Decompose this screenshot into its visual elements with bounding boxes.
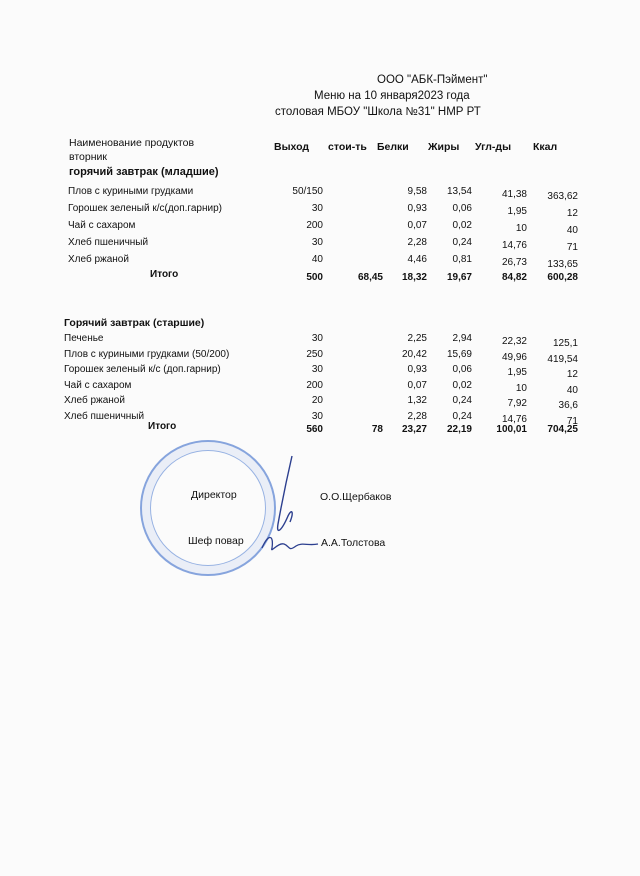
cell-name: Чай с сахаром — [68, 220, 136, 231]
cell-protein: 0,07 — [407, 220, 427, 231]
cell-fat: 13,54 — [446, 186, 472, 197]
director-title: Директор — [191, 489, 237, 501]
cell-name: Хлеб ржаной — [64, 395, 125, 406]
section-title-junior: горячий завтрак (младшие) — [69, 166, 219, 178]
cell-kcal: 125,1 — [552, 338, 578, 349]
cell-protein: 20,42 — [401, 348, 427, 360]
chef-title: Шеф повар — [188, 535, 244, 547]
cell-name: Хлеб ржаной — [68, 254, 129, 265]
cell-fat: 0,24 — [452, 395, 472, 406]
cell-kcal: 71 — [566, 415, 578, 427]
cell-name: Горошек зеленый к/с(доп.гарнир) — [68, 203, 222, 214]
cell-kcal: 419,54 — [547, 353, 578, 365]
cell-carbs: 22,32 — [501, 336, 527, 347]
cell-carbs: 7,92 — [507, 398, 527, 409]
cell-output: 30 — [311, 237, 323, 248]
chef-signature — [258, 528, 328, 558]
cell-kcal: 12 — [566, 208, 578, 219]
cell-name: Плов с куриными грудками (50/200) — [64, 348, 230, 360]
column-header-protein: Белки — [377, 141, 409, 153]
total-protein: 18,32 — [401, 272, 427, 283]
total-kcal: 704,25 — [547, 424, 578, 435]
cell-carbs: 14,76 — [501, 413, 527, 425]
cell-fat: 0,24 — [452, 410, 472, 422]
cell-kcal: 12 — [566, 369, 578, 380]
cell-output: 30 — [311, 203, 323, 214]
section-title-senior: Горячий завтрак (старшие) — [64, 317, 205, 329]
total-output: 500 — [306, 272, 323, 283]
total-cost: 68,45 — [357, 272, 383, 283]
cell-kcal: 133,65 — [547, 259, 578, 270]
cell-output: 30 — [311, 364, 323, 375]
column-header-fat: Жиры — [428, 141, 460, 153]
chef-name: А.А.Толстова — [321, 537, 386, 549]
cell-output: 40 — [311, 254, 323, 265]
total-carbs: 100,01 — [496, 424, 527, 435]
cell-carbs: 10 — [515, 382, 527, 394]
cell-output: 200 — [306, 220, 323, 231]
column-header-name: Наименование продуктов — [69, 137, 195, 149]
total-output: 560 — [306, 424, 323, 435]
total-kcal: 600,28 — [547, 272, 578, 283]
cell-kcal: 71 — [566, 242, 578, 253]
cell-protein: 0,93 — [407, 203, 427, 214]
total-label: Итого — [148, 421, 177, 432]
cell-name: Хлеб пшеничный — [68, 237, 149, 248]
total-label: Итого — [150, 269, 179, 280]
cell-kcal: 40 — [566, 225, 578, 236]
cell-kcal: 363,62 — [547, 191, 578, 202]
cell-protein: 2,25 — [407, 333, 427, 344]
cell-protein: 1,32 — [407, 395, 427, 406]
total-fat: 19,67 — [446, 272, 472, 283]
column-header-kcal: Ккал — [533, 141, 558, 153]
cell-fat: 2,94 — [452, 333, 472, 344]
cell-output: 30 — [311, 410, 323, 422]
cell-carbs: 26,73 — [501, 257, 527, 268]
cell-protein: 2,28 — [407, 410, 427, 422]
column-header-output: Выход — [274, 141, 310, 153]
cell-protein: 9,58 — [407, 186, 427, 197]
cell-fat: 0,06 — [452, 364, 472, 375]
cell-name: Печенье — [64, 333, 104, 344]
cell-carbs: 1,95 — [507, 367, 527, 378]
cell-name: Плов с куриными грудками — [68, 186, 194, 197]
cell-fat: 0,81 — [452, 254, 472, 265]
total-fat: 22,19 — [446, 424, 472, 435]
company-name: ООО "АБК-Пэймент" — [377, 74, 488, 86]
cell-fat: 0,24 — [452, 237, 472, 248]
cell-carbs: 10 — [515, 223, 527, 234]
cell-carbs: 1,95 — [507, 206, 527, 217]
column-header-cost: стои-ть — [328, 141, 367, 153]
cell-output: 200 — [306, 379, 323, 391]
cell-kcal: 40 — [566, 384, 578, 396]
cell-protein: 0,07 — [407, 379, 427, 391]
cell-fat: 0,02 — [452, 220, 472, 231]
cell-carbs: 14,76 — [501, 240, 527, 251]
total-carbs: 84,82 — [501, 272, 527, 283]
cell-name: Чай с сахаром — [64, 379, 132, 391]
cell-name: Хлеб пшеничный — [64, 410, 145, 422]
canteen-name: столовая МБОУ "Школа №31" НМР РТ — [275, 106, 481, 118]
cell-fat: 0,02 — [452, 379, 472, 391]
school-stamp — [140, 440, 276, 576]
cell-output: 20 — [311, 395, 323, 406]
cell-kcal: 36,6 — [558, 400, 578, 411]
total-protein: 23,27 — [401, 424, 427, 435]
cell-output: 250 — [306, 348, 323, 360]
director-name: О.О.Щербаков — [320, 491, 392, 503]
cell-output: 30 — [311, 333, 323, 344]
cell-carbs: 41,38 — [501, 189, 527, 200]
cell-protein: 4,46 — [407, 254, 427, 265]
total-cost: 78 — [371, 424, 383, 435]
column-header-carbs: Угл-ды — [475, 141, 512, 153]
cell-fat: 15,69 — [446, 348, 472, 360]
cell-output: 50/150 — [292, 186, 323, 197]
cell-fat: 0,06 — [452, 203, 472, 214]
cell-carbs: 49,96 — [501, 351, 527, 363]
menu-date: Меню на 10 января2023 года — [314, 90, 470, 102]
cell-name: Горошек зеленый к/с (доп.гарнир) — [64, 364, 221, 375]
weekday: вторник — [69, 151, 107, 163]
cell-protein: 2,28 — [407, 237, 427, 248]
cell-protein: 0,93 — [407, 364, 427, 375]
